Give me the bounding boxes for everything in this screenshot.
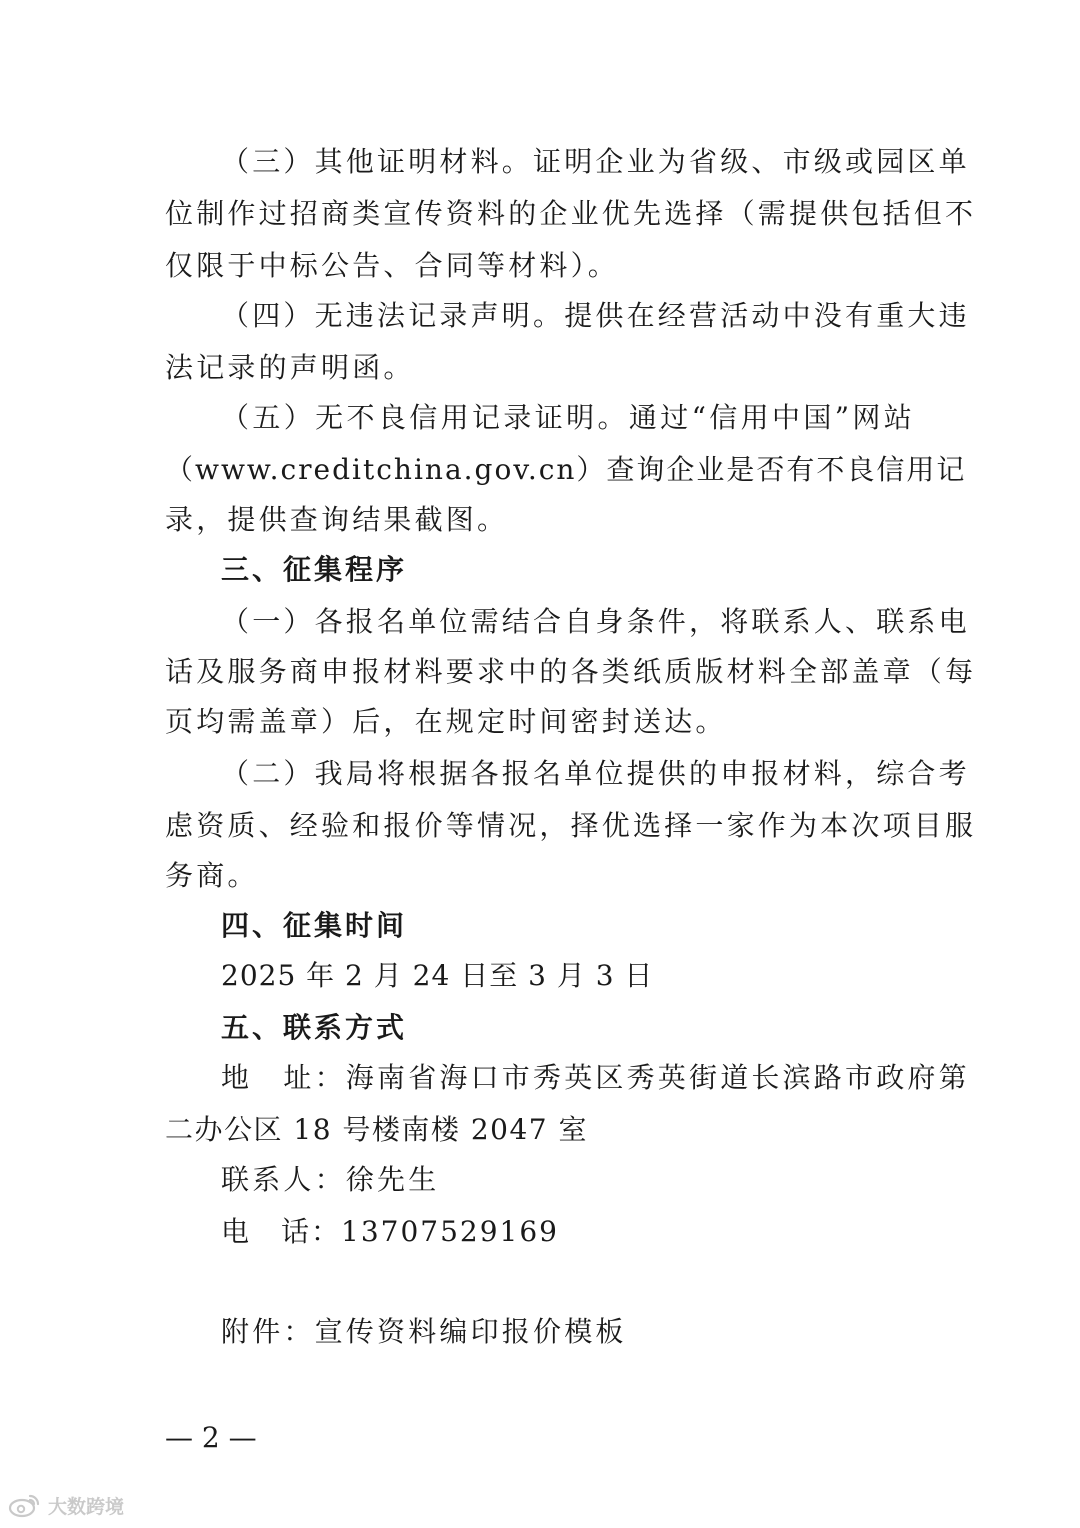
paragraph-line: 录，提供查询结果截图。 bbox=[165, 503, 509, 536]
paragraph-line: （www.creditchina.gov.cn）查询企业是否有不良信用记 bbox=[165, 453, 967, 486]
paragraph-line: （一）各报名单位需结合自身条件，将联系人、联系电 bbox=[221, 605, 970, 638]
paragraph-line: 位制作过招商类宣传资料的企业优先选择（需提供包括但不 bbox=[165, 197, 977, 230]
paragraph-line: 页均需盖章）后，在规定时间密封送达。 bbox=[165, 705, 727, 738]
contact-address: 地 址：海南省海口市秀英区秀英街道长滨路市政府第 bbox=[221, 1061, 970, 1094]
paragraph-line: （五）无不良信用记录证明。通过“信用中国”网站 bbox=[221, 401, 915, 434]
contact-person: 联系人：徐先生 bbox=[221, 1163, 440, 1196]
paragraph-line: 虑资质、经验和报价等情况，择优选择一家作为本次项目服 bbox=[165, 809, 977, 842]
section-heading: 五、联系方式 bbox=[221, 1011, 408, 1044]
paragraph-line: 法记录的声明函。 bbox=[165, 351, 415, 384]
contact-phone: 电 话：13707529169 bbox=[221, 1215, 559, 1248]
contact-address-cont: 二办公区 18 号楼南楼 2047 室 bbox=[165, 1113, 588, 1146]
paragraph-line: （三）其他证明材料。证明企业为省级、市级或园区单 bbox=[221, 145, 970, 178]
watermark bbox=[8, 1490, 124, 1520]
paragraph-line: （二）我局将根据各报名单位提供的申报材料，综合考 bbox=[221, 757, 970, 790]
section-heading: 四、征集时间 bbox=[221, 909, 408, 942]
page-number: — 2 — bbox=[165, 1421, 257, 1454]
weibo-logo-icon bbox=[8, 1492, 42, 1518]
paragraph-line: 话及服务商申报材料要求中的各类纸质版材料全部盖章（每 bbox=[165, 655, 977, 688]
attachment-note: 附件：宣传资料编印报价模板 bbox=[221, 1315, 627, 1348]
paragraph-line: （四）无违法记录声明。提供在经营活动中没有重大违 bbox=[221, 299, 970, 332]
paragraph-line: 仅限于中标公告、合同等材料）。 bbox=[165, 249, 620, 282]
paragraph-line: 务商。 bbox=[165, 859, 259, 892]
collection-period: 2025 年 2 月 24 日至 3 月 3 日 bbox=[221, 959, 654, 992]
section-heading: 三、征集程序 bbox=[221, 553, 408, 586]
watermark-text: 大数跨境 bbox=[48, 1495, 125, 1518]
